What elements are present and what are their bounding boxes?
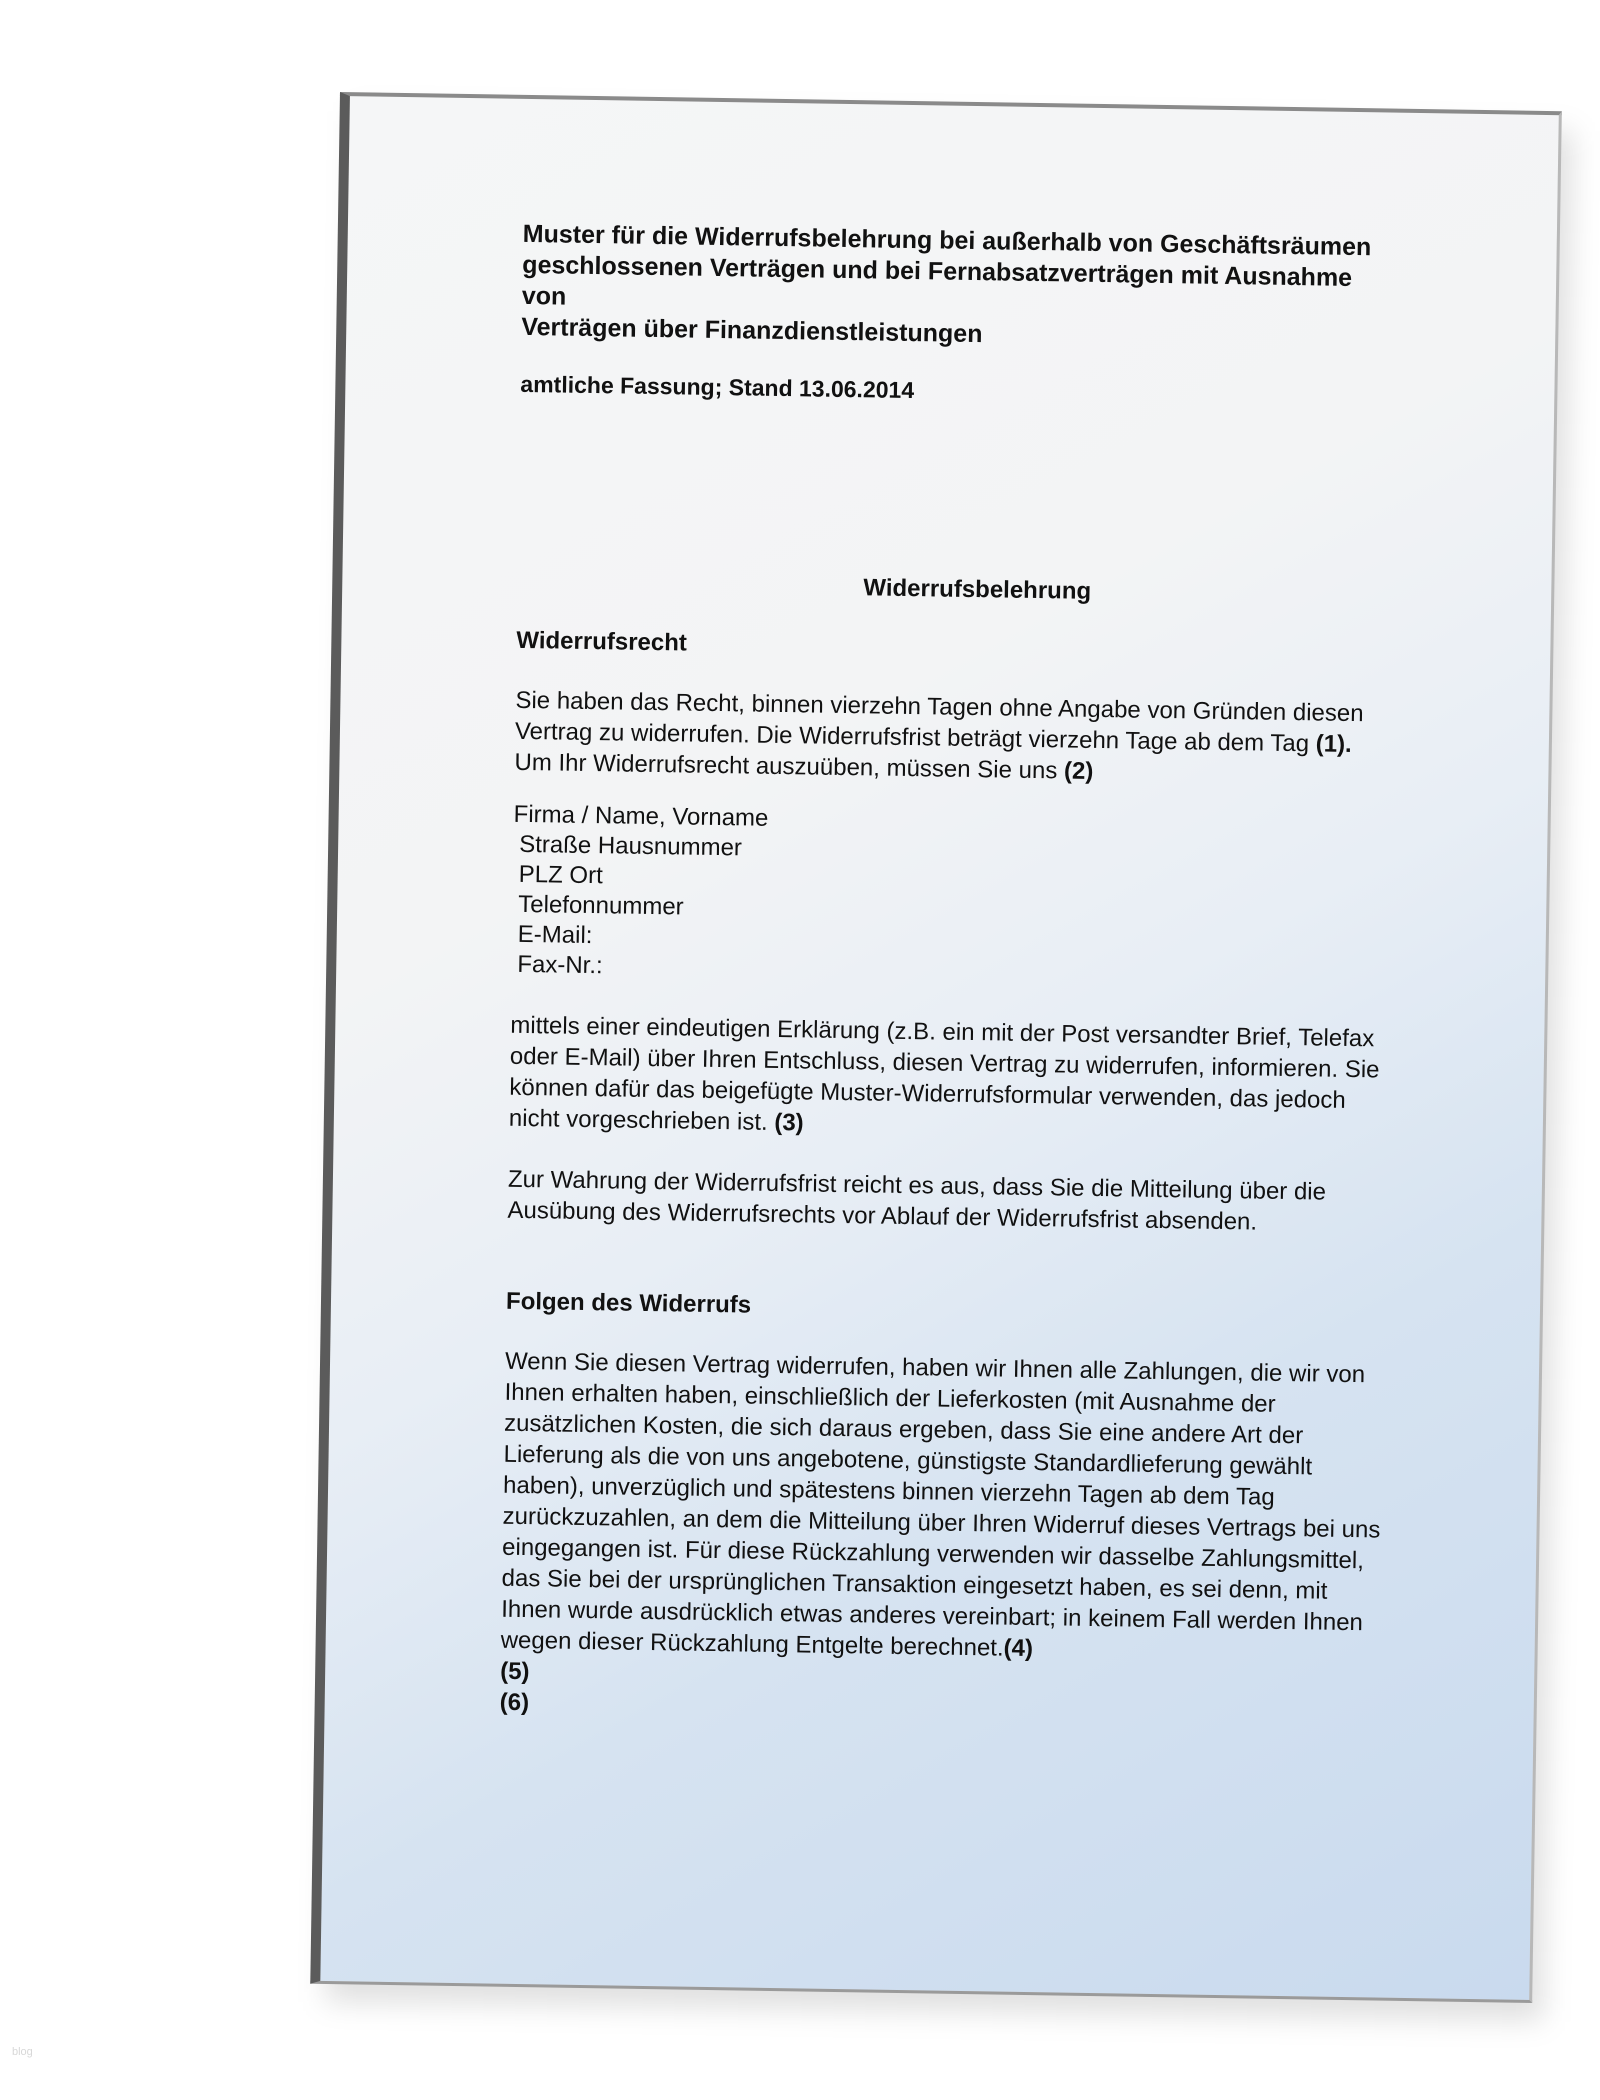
paragraph-text: Um Ihr Widerrufsrecht auszuüben, müssen Sie uns (514, 748, 1065, 785)
address-line-fax: Fax-Nr.: (517, 950, 603, 980)
paragraph-text: mittels einer eindeutigen Erklärung (z.B. ein mit der Post versandter Brief, Telefax oder E-Mail) über Ihren Entschluss, diesen Vertrag zu widerrufen, informieren. Sie können dafür das beigefügte Muster-Widerrufsformular verwenden, das jedoch nicht vorgeschrieben ist. (508, 1011, 1380, 1136)
paragraph-text: Wenn Sie diesen Vertrag widerrufen, haben wir Ihnen alle Zahlungen, die wir von Ihnen erhalten haben, einschließlich der Lieferkosten (mit Ausnahme der zusätzlichen Kosten, die sich daraus ergeben, dass Sie eine andere Art der Lieferung als die von uns angebotene, günstigste Standardlieferung gewählt haben), unverzüglich und spätestens binnen vierzehn Tagen ab dem Tag zurückzuzahlen, an dem die Mitteilung über Ihren Widerruf dieses Vertrags bei uns eingegangen ist. Für diese Rückzahlung verwenden wir dasselbe Zahlungsmittel, das Sie bei der ursprünglichen Transaktion eingesetzt haben, es sei denn, mit Ihnen wurde ausdrücklich etwas anderes vereinbart; in keinem Fall werden Ihnen wegen dieser Rückzahlung Entgelte berechnet. (500, 1347, 1381, 1662)
paragraph-widerrufsrecht (514, 685, 1395, 792)
paragraph-erklaerung (509, 1010, 1391, 1148)
footnote-ref-5: (5) (500, 1657, 530, 1686)
title-line-3: Verträgen über Finanzdienstleistungen (521, 312, 983, 349)
section-heading-folgen: Folgen des Widerrufs (505, 1287, 752, 1319)
address-block (511, 800, 1394, 994)
footnote-ref-1: (1). (1315, 730, 1352, 758)
document-content (499, 219, 1402, 1732)
footnote-refs (499, 1656, 1380, 1732)
address-line-phone: Telefonnummer (518, 890, 684, 921)
title-line-1: Muster für die Widerrufsbelehrung bei außerhalb von Geschäftsräumen (522, 219, 1372, 262)
main-heading: Widerrufsbelehrung (863, 574, 1092, 605)
address-line-name: Firma / Name, Vorname (513, 800, 769, 832)
document-subtitle: amtliche Fassung; Stand 13.06.2014 (520, 370, 915, 404)
document-page (310, 92, 1562, 2003)
paragraph-frist: Zur Wahrung der Widerrufsfrist reicht es aus, dass Sie die Mitteilung über die Ausübung des Widerrufsrechts vor Ablauf der Widerrufsfrist absenden. (507, 1165, 1327, 1236)
footnote-ref-4: (4) (1003, 1634, 1034, 1663)
document-title (521, 219, 1403, 357)
title-line-2: geschlossenen Verträgen und bei Fernabsatzverträgen mit Ausnahme von (521, 250, 1353, 311)
footnote-ref-3: (3) (774, 1108, 804, 1137)
watermark-text: blog (12, 2046, 33, 2058)
section-heading-widerrufsrecht: Widerrufsrecht (516, 626, 688, 657)
footnote-ref-2: (2) (1063, 757, 1094, 785)
footnote-ref-6: (6) (499, 1688, 530, 1717)
address-line-email: E-Mail: (517, 920, 593, 950)
address-line-city: PLZ Ort (518, 860, 603, 890)
address-line-street: Straße Hausnummer (518, 830, 743, 862)
paragraph-text: Sie haben das Recht, binnen vierzehn Tagen ohne Angabe von Gründen diesen Vertrag zu widerrufen. Die Widerrufsfrist beträgt vierzehn Tage ab dem Tag (514, 686, 1364, 758)
paragraph-folgen (500, 1346, 1385, 1670)
